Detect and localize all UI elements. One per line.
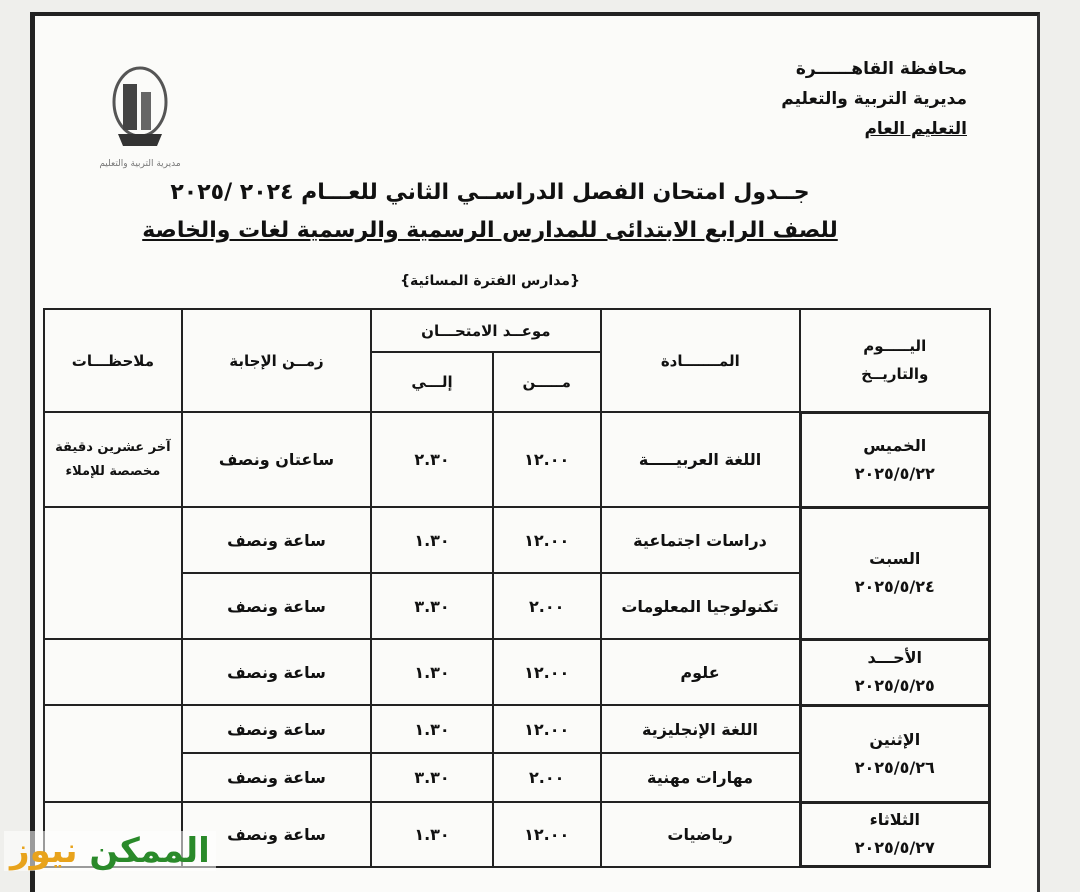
to-cell: ١.٣٠ (371, 507, 493, 573)
day-cell: الخميس ٢٠٢٥/٥/٢٢ (800, 412, 990, 507)
subject-cell: اللغة الإنجليزية (601, 705, 800, 752)
from-cell: ٢.٠٠ (493, 753, 601, 803)
watermark-logo: الممكن نيوز (4, 831, 216, 871)
schedule-subtitle: للصف الرابع الابتدائى للمدارس الرسمية والرسمية لغات والخاصة (142, 218, 838, 243)
header-notes: ملاحظـــات (44, 309, 182, 412)
notes-cell (44, 639, 182, 705)
day-cell: الإثنين ٢٠٢٥/٥/٢٦ (800, 705, 990, 802)
from-cell: ١٢.٠٠ (493, 507, 601, 573)
day-cell: الثلاثاء ٢٠٢٥/٥/٢٧ (800, 802, 990, 866)
to-cell: ٢.٣٠ (371, 412, 493, 507)
subject-cell: رياضيات (601, 802, 800, 866)
notes-cell (44, 507, 182, 639)
ministry-logo-icon (85, 54, 195, 184)
subject-cell: تكنولوجيا المعلومات (601, 573, 800, 639)
header-subject: المـــــــادة (601, 309, 800, 412)
to-cell: ١.٣٠ (371, 705, 493, 752)
svg-text:مديرية التربية والتعليم: مديرية التربية والتعليم (99, 159, 181, 169)
schedule-period: {مدارس الفترة المسائية} (400, 273, 580, 289)
header-exam-time: موعــد الامتحـــان (371, 309, 600, 352)
department-label: التعليم العام (864, 119, 967, 139)
header-block (781, 54, 967, 144)
duration-cell: ساعة ونصف (182, 705, 371, 752)
schedule-title: جــدول امتحان الفصل الدراســي الثاني للعـــام ٢٠٢٤ /٢٠٢٥ (170, 180, 810, 205)
directorate-label: مديرية التربية والتعليم (781, 89, 967, 109)
header-day-date: اليـــــوم والتاريــخ (800, 309, 990, 412)
notes-cell (44, 705, 182, 802)
exam-schedule-table (43, 308, 991, 868)
from-cell: ١٢.٠٠ (493, 802, 601, 866)
subject-cell: اللغة العربيـــــة (601, 412, 800, 507)
to-cell: ٣.٣٠ (371, 573, 493, 639)
duration-cell: ساعة ونصف (182, 573, 371, 639)
duration-cell: ساعة ونصف (182, 639, 371, 705)
day-cell: السبت ٢٠٢٥/٥/٢٤ (800, 507, 990, 639)
from-cell: ٢.٠٠ (493, 573, 601, 639)
subject-cell: علوم (601, 639, 800, 705)
notes-cell: آخر عشرين دقيقة مخصصة للإملاء (44, 412, 182, 507)
subject-cell: مهارات مهنية (601, 753, 800, 803)
header-duration: زمــن الإجابة (182, 309, 371, 412)
from-cell: ١٢.٠٠ (493, 705, 601, 752)
to-cell: ١.٣٠ (371, 802, 493, 866)
duration-cell: ساعة ونصف (182, 753, 371, 803)
header-to: إلـــي (371, 352, 493, 412)
to-cell: ٣.٣٠ (371, 753, 493, 803)
duration-cell: ساعة ونصف (182, 802, 371, 866)
day-cell: الأحـــد ٢٠٢٥/٥/٢٥ (800, 639, 990, 705)
subject-cell: دراسات اجتماعية (601, 507, 800, 573)
header-from: مـــــن (493, 352, 601, 412)
from-cell: ١٢.٠٠ (493, 412, 601, 507)
duration-cell: ساعتان ونصف (182, 412, 371, 507)
duration-cell: ساعة ونصف (182, 507, 371, 573)
governorate-label: محافظة القاهــــــرة (795, 59, 967, 79)
from-cell: ١٢.٠٠ (493, 639, 601, 705)
to-cell: ١.٣٠ (371, 639, 493, 705)
